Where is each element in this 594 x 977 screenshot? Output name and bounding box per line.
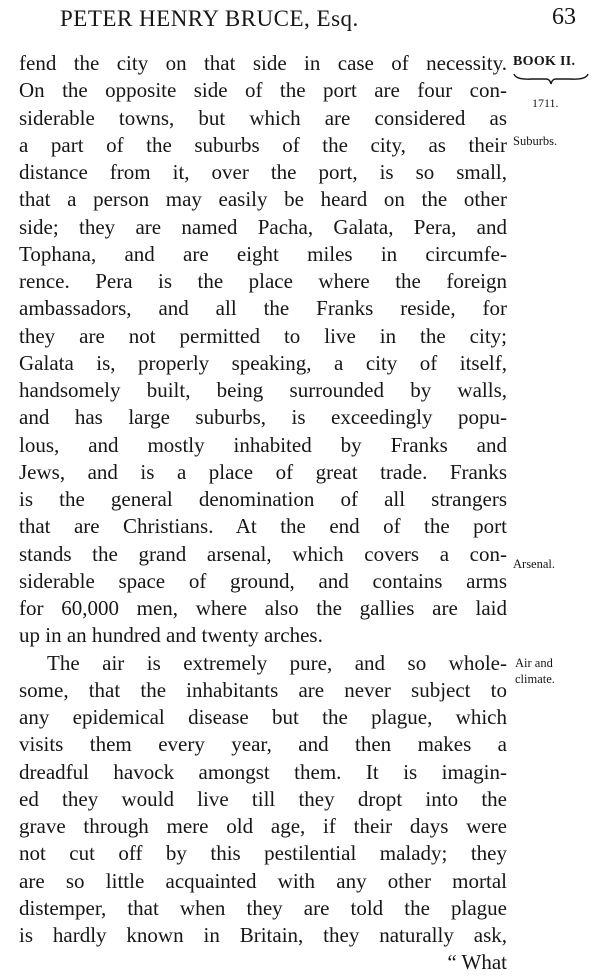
- text-line: they are not permitted to live in the city;: [19, 323, 507, 348]
- paragraph-first-line: The air is extremely pure, and so whole-: [47, 650, 507, 675]
- text-line: Jews, and is a place of great trade. Franks: [19, 459, 507, 484]
- text-line: fend the city on that side in case of necessity.: [19, 51, 507, 75]
- text-line: siderable space of ground, and contains arms: [19, 568, 507, 593]
- text-line: for 60,000 men, where also the gallies are laid: [19, 596, 507, 620]
- margin-note-climate: climate.: [515, 672, 555, 686]
- text-line: ambassadors, and all the Franks reside, for: [19, 296, 507, 321]
- text-line: and has large suburbs, is exceedingly popu-: [19, 405, 507, 430]
- margin-brace-icon: [512, 72, 590, 86]
- text-line: dreadful havock amongst them. It is imagin-: [19, 759, 507, 784]
- margin-note-air: Air and: [515, 656, 553, 670]
- margin-book-label: BOOK II.: [513, 54, 576, 69]
- text-line: Galata is, properly speaking, a city of itself,: [19, 350, 507, 375]
- text-line: that a person may easily be heard on the other: [19, 187, 507, 212]
- text-line: are so little acquainted with any other mortal: [19, 868, 507, 893]
- text-line: any epidemical disease but the plague, which: [19, 705, 507, 729]
- text-line: that are Christians. At the end of the port: [19, 514, 507, 539]
- margin-year-label: 1711.: [532, 96, 559, 110]
- body-text: [19, 50, 507, 977]
- text-line: distance from it, over the port, is so small,: [19, 160, 507, 184]
- text-line: some, that the inhabitants are never subject to: [19, 677, 507, 702]
- catchword: “ What: [447, 950, 507, 975]
- page-number: 63: [552, 4, 576, 30]
- text-line: grave through mere old age, if their days were: [19, 814, 507, 838]
- margin-note-arsenal: Arsenal.: [513, 557, 555, 571]
- text-line: ed they would live till they dropt into the: [19, 786, 507, 811]
- text-line: a part of the suburbs of the city, as their: [19, 132, 507, 157]
- text-line: On the opposite side of the port are four con-: [19, 78, 507, 103]
- running-title: PETER HENRY BRUCE, Esq.: [60, 6, 359, 31]
- text-line: is hardly known in Britain, they naturally ask,: [19, 923, 507, 947]
- text-line: siderable towns, but which are considered as: [19, 105, 507, 130]
- text-line: handsomely built, being surrounded by walls,: [19, 378, 507, 402]
- margin-note-suburbs: Suburbs.: [513, 134, 558, 148]
- text-line: is the general denomination of all strangers: [19, 487, 507, 511]
- text-line: distemper, that when they are told the plague: [19, 895, 507, 920]
- text-line: rence. Pera is the place where the foreign: [19, 269, 507, 293]
- text-line: lous, and mostly inhabited by Franks and: [19, 432, 507, 457]
- text-line: not cut off by this pestilential malady; they: [19, 841, 507, 866]
- text-line: side; they are named Pacha, Galata, Pera, and: [19, 214, 507, 239]
- text-line: visits them every year, and then makes a: [19, 732, 507, 757]
- text-line: stands the grand arsenal, which covers a con-: [19, 541, 507, 566]
- text-line: up in an hundred and twenty arches.: [19, 623, 323, 648]
- text-line: Tophana, and are eight miles in circumfe-: [19, 241, 507, 266]
